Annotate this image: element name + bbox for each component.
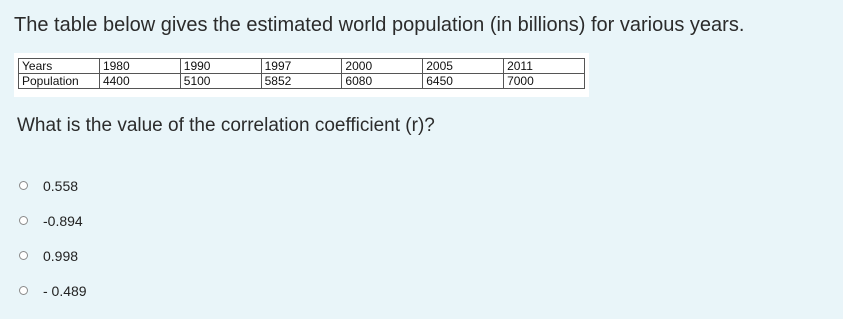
answer-option-4[interactable] xyxy=(19,273,87,308)
answer-options xyxy=(19,168,87,308)
table-cell: 2011 xyxy=(504,59,585,74)
table-cell: 4400 xyxy=(99,74,180,89)
table-cell: 6080 xyxy=(342,74,423,89)
answer-label: 0.558 xyxy=(43,177,79,194)
table-cell: 5100 xyxy=(180,74,261,89)
table-cell: Years xyxy=(19,59,100,74)
question-intro: The table below gives the estimated world population (in billions) for various years. xyxy=(14,14,745,36)
table-cell: 6450 xyxy=(423,74,504,89)
table-cell: 5852 xyxy=(261,74,342,89)
answer-option-1[interactable] xyxy=(19,168,87,203)
table-cell: 1997 xyxy=(261,59,342,74)
table-cell: Population xyxy=(19,74,100,89)
answer-label: -0.894 xyxy=(43,212,83,229)
answer-label: - 0.489 xyxy=(43,282,87,299)
radio-button[interactable] xyxy=(19,181,28,190)
table-cell: 1980 xyxy=(99,59,180,74)
radio-button[interactable] xyxy=(19,251,28,260)
population-table xyxy=(18,58,585,89)
answer-label: 0.998 xyxy=(43,247,79,264)
table-cell: 1990 xyxy=(180,59,261,74)
table-cell: 2005 xyxy=(423,59,504,74)
population-table-container xyxy=(14,53,589,97)
question-text: What is the value of the correlation coefficient (r)? xyxy=(17,115,435,136)
answer-option-2[interactable] xyxy=(19,203,87,238)
table-cell: 2000 xyxy=(342,59,423,74)
table-row-population xyxy=(19,74,585,89)
answer-option-3[interactable] xyxy=(19,238,87,273)
table-row-years xyxy=(19,59,585,74)
radio-button[interactable] xyxy=(19,286,28,295)
radio-button[interactable] xyxy=(19,216,28,225)
table-cell: 7000 xyxy=(504,74,585,89)
